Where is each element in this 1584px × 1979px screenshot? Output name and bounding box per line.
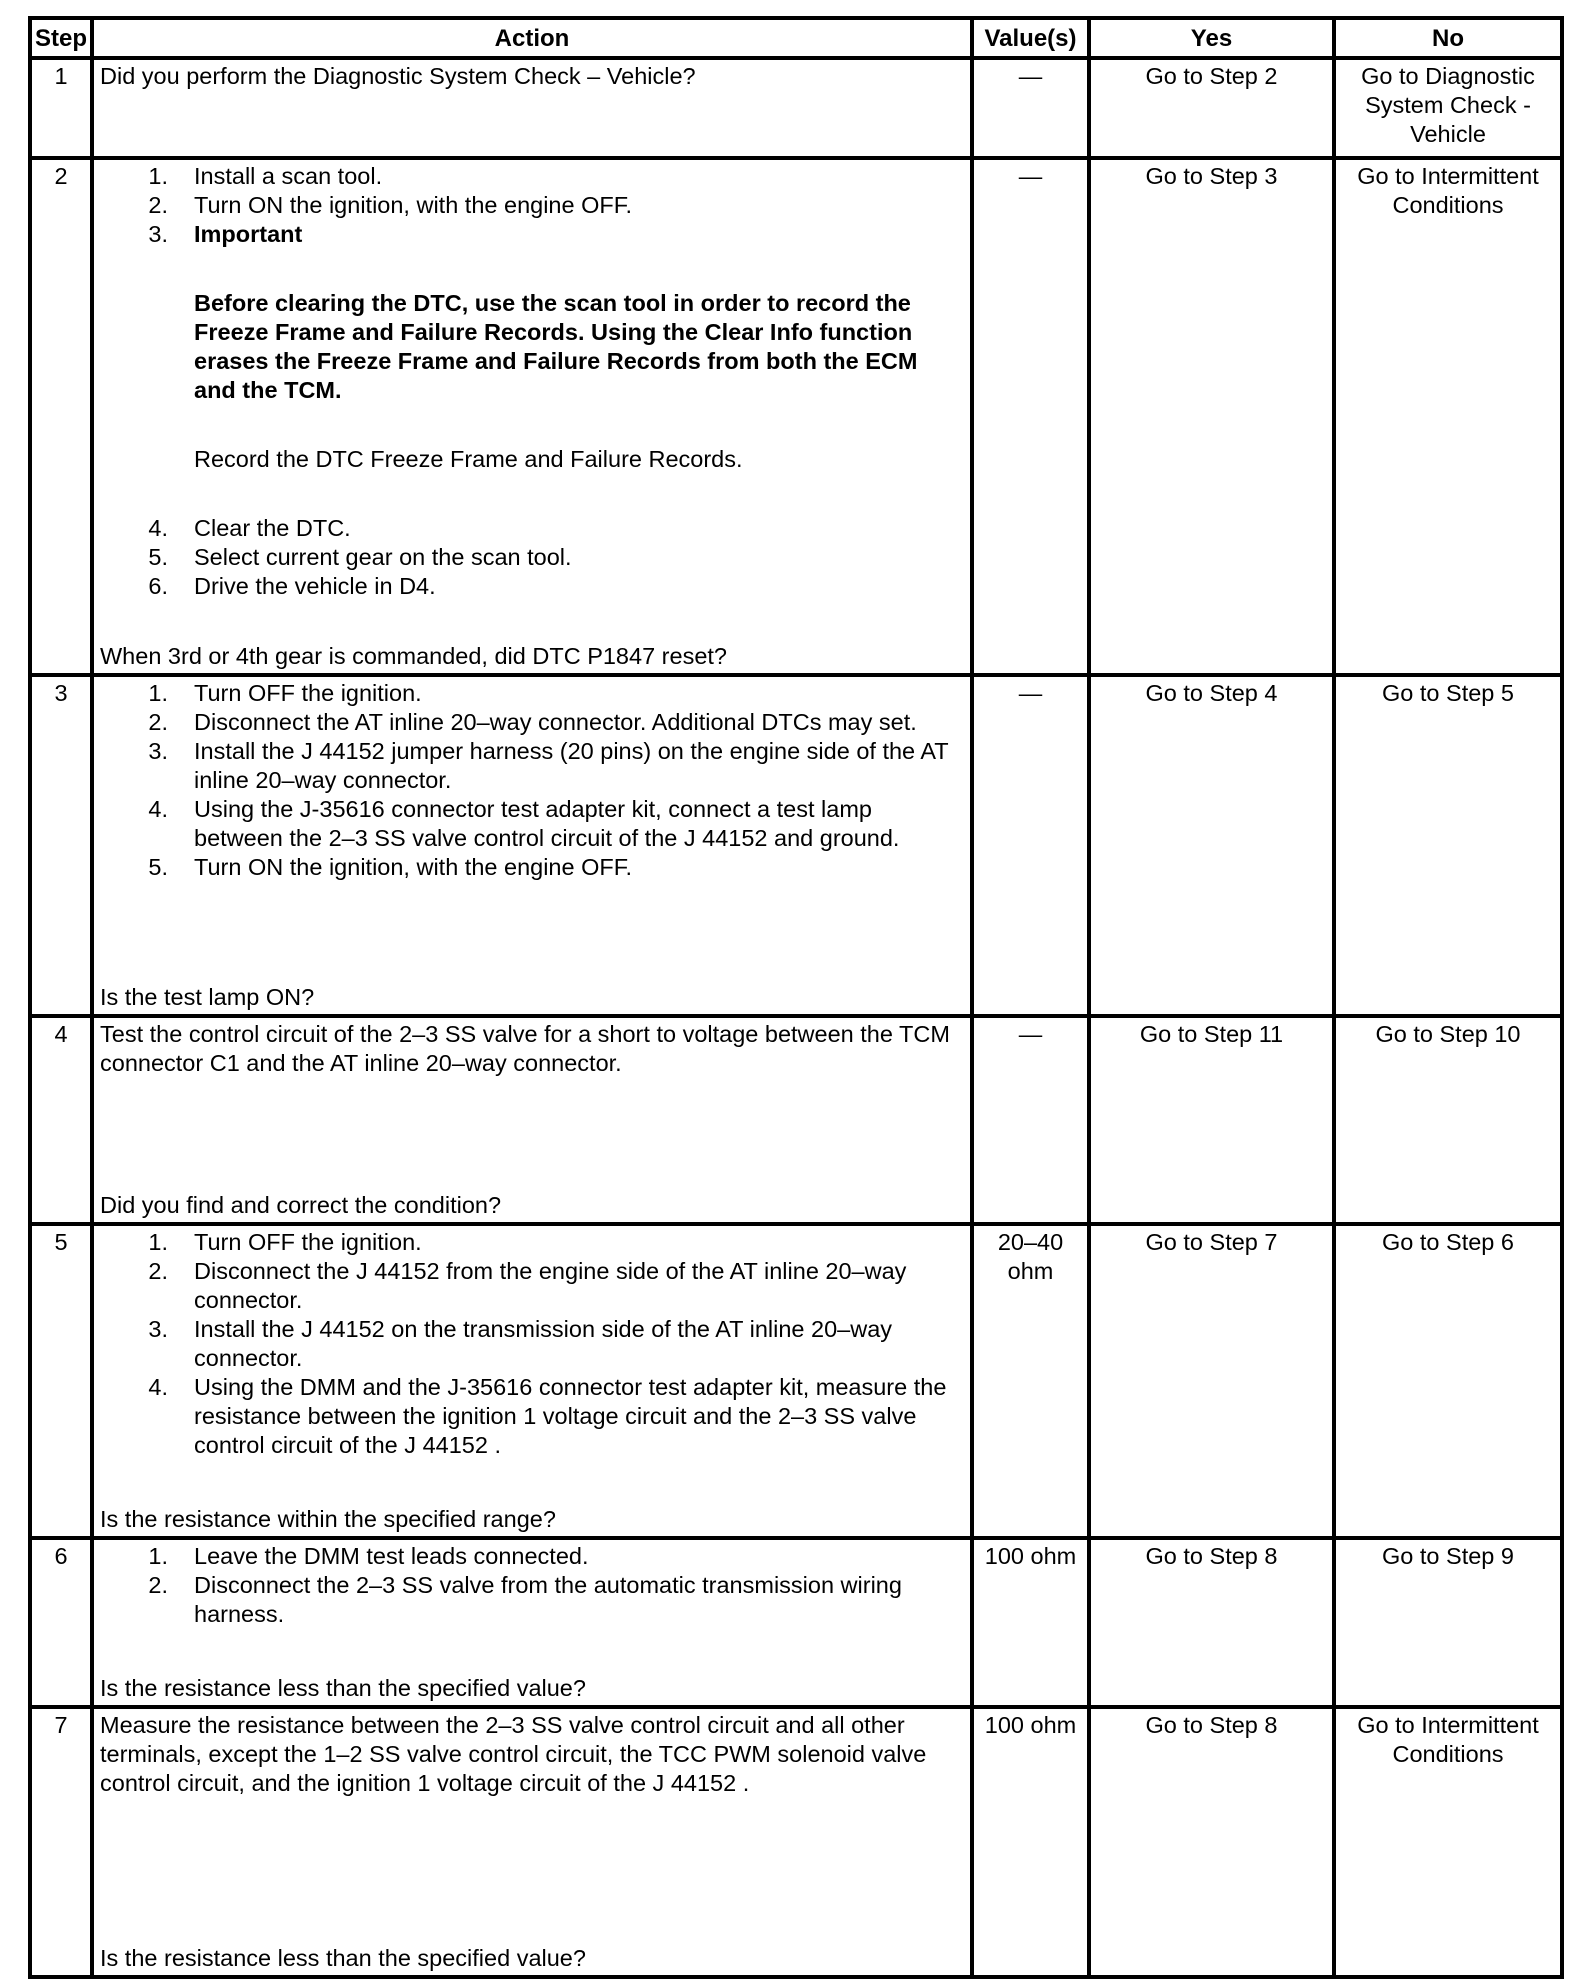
no-cell: Go to Step 10 <box>1334 1016 1562 1224</box>
instruction-list <box>100 679 964 882</box>
list-item: 5. Select current gear on the scan tool. <box>148 544 572 570</box>
action-question: Is the test lamp ON? <box>100 984 315 1010</box>
table-row-step-2 <box>30 158 1562 675</box>
header-no: No <box>1334 18 1562 58</box>
table-row-step-5 <box>30 1224 1562 1538</box>
no-cell: Go to Step 9 <box>1334 1538 1562 1707</box>
header-step: Step <box>30 18 92 58</box>
action-text: Test the control circuit of the 2–3 SS valve for a short to voltage between the TCM connector C1 and the AT inline 20–way connector. <box>100 1021 950 1076</box>
action-text: Measure the resistance between the 2–3 SS valve control circuit and all other terminals, except the 1–2 SS valve control circuit, the TCC PWM solenoid valve control circuit, and the ignition 1 voltage circuit of the J 44152 . <box>100 1712 927 1796</box>
value-cell: 20–40 ohm <box>972 1224 1089 1538</box>
instruction-list <box>100 162 964 601</box>
action-cell <box>92 1016 972 1224</box>
value-cell: — <box>972 675 1089 1016</box>
value-cell: — <box>972 158 1089 675</box>
important-heading: Important <box>194 221 303 247</box>
step-number: 4 <box>30 1016 92 1224</box>
list-item: 2. Disconnect the AT inline 20–way connector. Additional DTCs may set. <box>148 709 917 735</box>
no-cell: Go to Step 5 <box>1334 675 1562 1016</box>
list-item: 4. Using the DMM and the J-35616 connector test adapter kit, measure the resistance between the ignition 1 voltage circuit and the 2–3 SS valve control circuit of the J 44152 . <box>148 1374 947 1458</box>
yes-cell: Go to Step 3 <box>1089 158 1334 675</box>
action-question: Is the resistance less than the specified value? <box>100 1675 586 1701</box>
list-item: 3. Install the J 44152 jumper harness (20 pins) on the engine side of the AT inline 20–way connector. <box>148 738 949 793</box>
yes-cell: Go to Step 8 <box>1089 1538 1334 1707</box>
value-cell: 100 ohm <box>972 1707 1089 1977</box>
action-question: Is the resistance within the specified range? <box>100 1506 556 1532</box>
list-item: 4. Using the J-35616 connector test adapter kit, connect a test lamp between the 2–3 SS valve control circuit of the J 44152 and ground. <box>148 796 900 851</box>
list-item: 6. Drive the vehicle in D4. <box>148 573 436 599</box>
table-row-step-1 <box>30 58 1562 158</box>
list-item: 5. Turn ON the ignition, with the engine OFF. <box>148 854 633 880</box>
no-cell: Go to Diagnostic System Check - Vehicle <box>1334 58 1562 158</box>
list-item: 2. Disconnect the 2–3 SS valve from the automatic transmission wiring harness. <box>148 1572 902 1627</box>
yes-cell: Go to Step 8 <box>1089 1707 1334 1977</box>
action-text: Did you perform the Diagnostic System Check – Vehicle? <box>100 63 696 89</box>
action-cell <box>92 1538 972 1707</box>
header-action: Action <box>92 18 972 58</box>
instruction-list <box>100 1228 964 1460</box>
table-row-step-6 <box>30 1538 1562 1707</box>
diagnostic-table <box>28 16 1564 1979</box>
value-cell: — <box>972 1016 1089 1224</box>
list-item: 1. Turn OFF the ignition. <box>148 1229 422 1255</box>
action-cell <box>92 158 972 675</box>
action-cell <box>92 1707 972 1977</box>
yes-cell: Go to Step 7 <box>1089 1224 1334 1538</box>
action-question: Is the resistance less than the specified value? <box>100 1945 586 1971</box>
step-number: 7 <box>30 1707 92 1977</box>
yes-cell: Go to Step 4 <box>1089 675 1334 1016</box>
list-item: 1. Leave the DMM test leads connected. <box>148 1543 589 1569</box>
step-number: 1 <box>30 58 92 158</box>
no-cell: Go to Step 6 <box>1334 1224 1562 1538</box>
yes-cell: Go to Step 11 <box>1089 1016 1334 1224</box>
list-item: 2. Disconnect the J 44152 from the engine side of the AT inline 20–way connector. <box>148 1258 907 1313</box>
important-note: Before clearing the DTC, use the scan tool in order to record the Freeze Frame and Failure Records. Using the Clear Info function erases the Freeze Frame and Failure Records from both the ECM and the TCM. <box>194 290 918 403</box>
table-row-step-7 <box>30 1707 1562 1977</box>
important-record-instruction: Record the DTC Freeze Frame and Failure Records. <box>194 446 743 472</box>
value-cell: — <box>972 58 1089 158</box>
yes-cell: Go to Step 2 <box>1089 58 1334 158</box>
step-number: 6 <box>30 1538 92 1707</box>
list-item: 3. Important Before clearing the DTC, use the scan tool in order to record the Freeze Frame and Failure Records. Using the Clear Info function erases the Freeze Frame and Failure Records from both the ECM and the TCM. Record the DTC Freeze Frame and Failure Records. <box>100 220 964 514</box>
header-values: Value(s) <box>972 18 1089 58</box>
table-row-step-3 <box>30 675 1562 1016</box>
list-item: 4. Clear the DTC. <box>148 515 351 541</box>
no-cell: Go to Intermittent Conditions <box>1334 158 1562 675</box>
step-number: 5 <box>30 1224 92 1538</box>
instruction-list <box>100 1542 964 1629</box>
action-question: Did you find and correct the condition? <box>100 1192 502 1218</box>
action-cell <box>92 675 972 1016</box>
header-yes: Yes <box>1089 18 1334 58</box>
header-row <box>30 18 1562 58</box>
list-item: 2. Turn ON the ignition, with the engine OFF. <box>148 192 633 218</box>
action-cell <box>92 58 972 158</box>
step-number: 2 <box>30 158 92 675</box>
table-row-step-4 <box>30 1016 1562 1224</box>
list-item: 3. Install the J 44152 on the transmission side of the AT inline 20–way connector. <box>148 1316 893 1371</box>
list-item: 1. Turn OFF the ignition. <box>148 680 422 706</box>
action-cell <box>92 1224 972 1538</box>
list-item: 1. Install a scan tool. <box>148 163 383 189</box>
no-cell: Go to Intermittent Conditions <box>1334 1707 1562 1977</box>
action-question: When 3rd or 4th gear is commanded, did DTC P1847 reset? <box>100 643 727 669</box>
value-cell: 100 ohm <box>972 1538 1089 1707</box>
step-number: 3 <box>30 675 92 1016</box>
